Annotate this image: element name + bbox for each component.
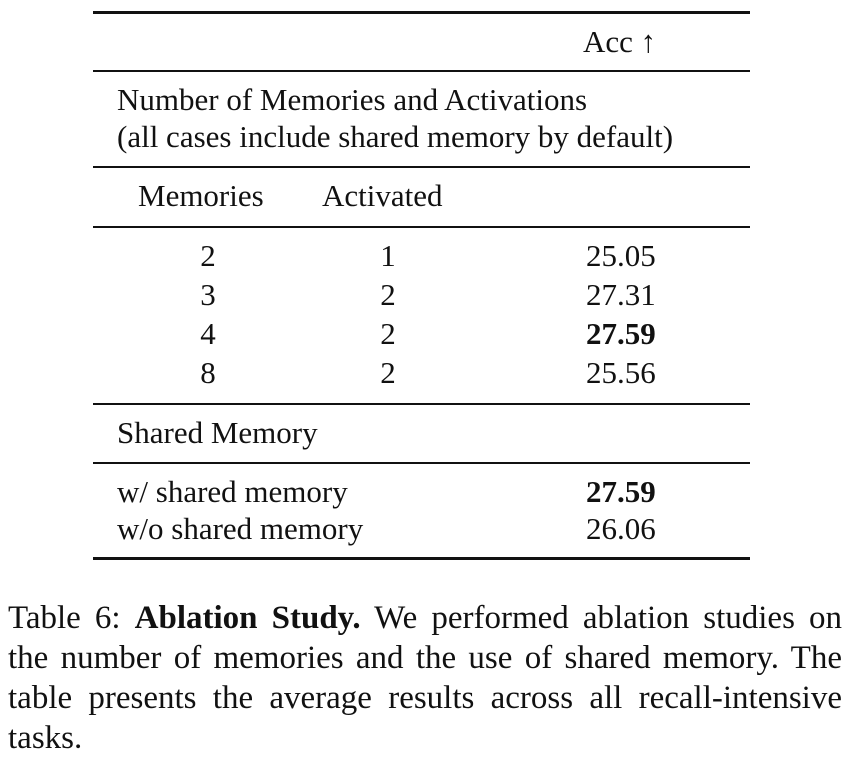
acc-cell-best: 27.59	[586, 474, 656, 509]
memories-cell: 8	[200, 355, 216, 390]
memories-column-header: Memories	[138, 178, 264, 213]
activated-cell: 1	[380, 238, 396, 273]
acc-cell: 27.31	[586, 277, 656, 312]
acc-cell: 25.05	[586, 238, 656, 273]
section2-top-rule	[93, 403, 750, 405]
table-caption	[8, 598, 842, 758]
table-bottom-rule	[93, 557, 750, 560]
table-top-rule	[93, 11, 750, 14]
activated-cell: 2	[380, 355, 396, 390]
table-header-rule	[93, 70, 750, 72]
caption-prefix: Table 6:	[8, 600, 135, 636]
memories-cell: 3	[200, 277, 216, 312]
section2-title: Shared Memory	[117, 415, 318, 450]
activated-column-header: Activated	[322, 178, 443, 213]
shared-memory-label: w/o shared memory	[117, 511, 364, 546]
section1-colheader-rule	[93, 226, 750, 228]
acc-column-header: Acc ↑	[583, 24, 657, 59]
acc-cell: 25.56	[586, 355, 656, 390]
section2-title-rule	[93, 462, 750, 464]
caption-label: Ablation Study.	[134, 600, 361, 636]
activated-cell: 2	[380, 316, 396, 351]
memories-cell: 2	[200, 238, 216, 273]
memories-cell: 4	[200, 316, 216, 351]
section1-title: Number of Memories and Activations	[117, 82, 588, 117]
activated-cell: 2	[380, 277, 396, 312]
shared-memory-label: w/ shared memory	[117, 474, 348, 509]
section1-title-rule	[93, 166, 750, 168]
section1-note: (all cases include shared memory by default)	[117, 119, 674, 154]
caption-text: We performed ablation studies on the number of memories and the use of shared memory. The table presents the average results across all recall-intensive tasks.	[8, 600, 843, 756]
acc-cell-best: 27.59	[586, 316, 656, 351]
acc-cell: 26.06	[586, 511, 656, 546]
